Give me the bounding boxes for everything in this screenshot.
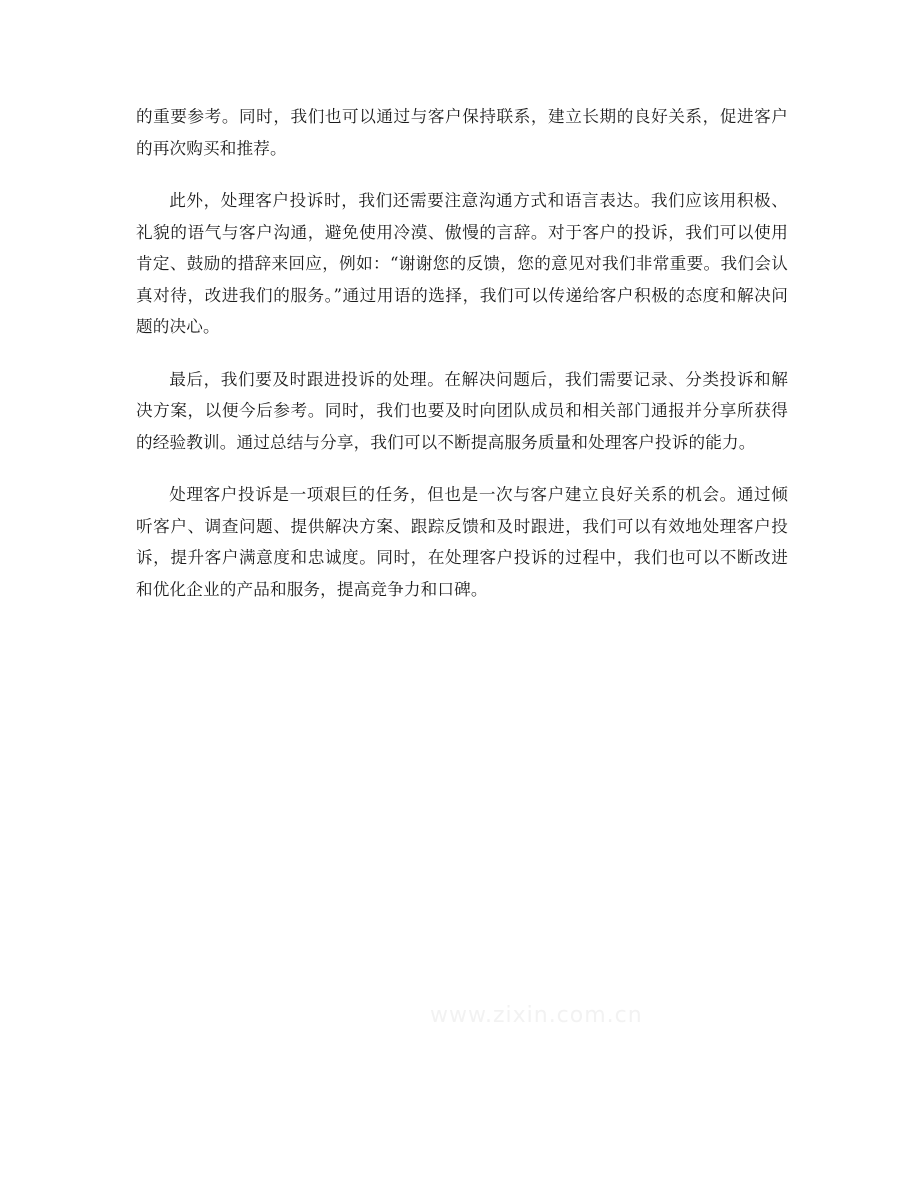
watermark-text: www.zixin.com.cn <box>430 1003 643 1028</box>
paragraph-communication: 此外，处理客户投诉时，我们还需要注意沟通方式和语言表达。我们应该用积极、礼貌的语气与客户沟通，避免使用冷漠、傲慢的言辞。对于客户的投诉，我们可以使用肯定、鼓励的措辞来回应，例如：“谢谢您的反馈，您的意见对我们非常重要。我们会认真对待，改进我们的服务。”通过用语的选择，我们可以传递给客户积极的态度和解决问题的决心。 <box>136 191 788 336</box>
document-body <box>136 101 788 626</box>
paragraph-continuation: 的重要参考。同时，我们也可以通过与客户保持联系，建立长期的良好关系，促进客户的再次购买和推荐。 <box>136 107 788 158</box>
paragraph-follow-up: 最后，我们要及时跟进投诉的处理。在解决问题后，我们需要记录、分类投诉和解决方案，以便今后参考。同时，我们也要及时向团队成员和相关部门通报并分享所获得的经验教训。通过总结与分享，我们可以不断提高服务质量和处理客户投诉的能力。 <box>136 369 788 452</box>
paragraph-conclusion: 处理客户投诉是一项艰巨的任务，但也是一次与客户建立良好关系的机会。通过倾听客户、调查问题、提供解决方案、跟踪反馈和及时跟进，我们可以有效地处理客户投诉，提升客户满意度和忠诚度。同时，在处理客户投诉的过程中，我们也可以不断改进和优化企业的产品和服务，提高竞争力和口碑。 <box>136 485 788 599</box>
